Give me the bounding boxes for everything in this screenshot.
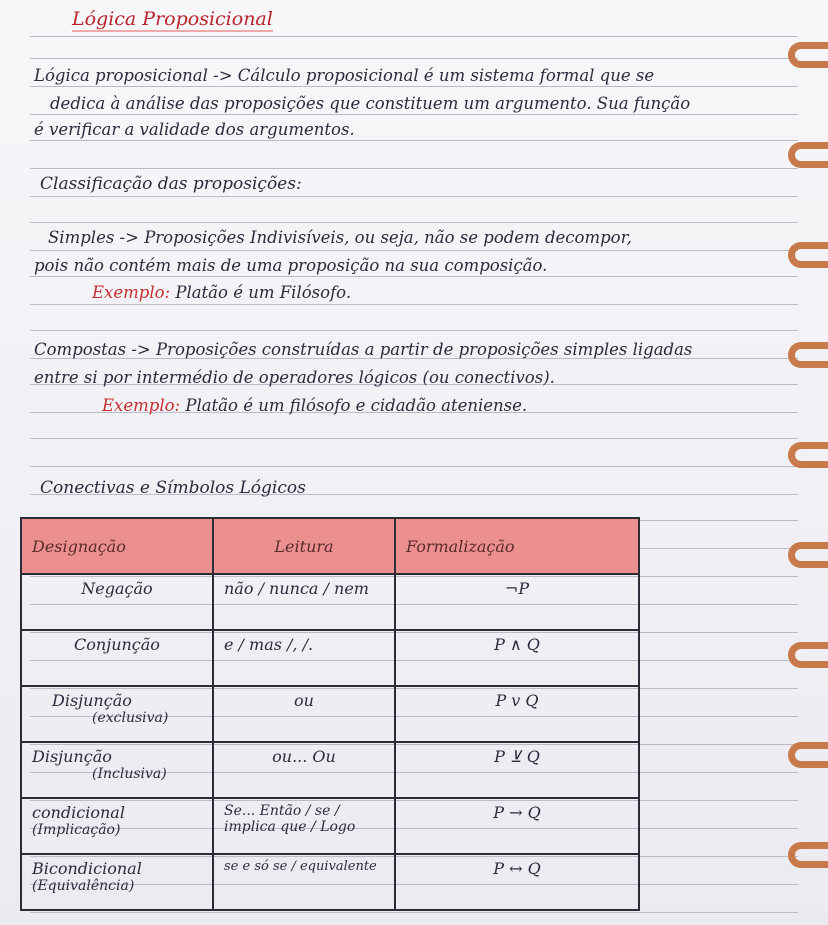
compound-line: Compostas -> Proposições construídas a partir de proposições simples ligadas <box>34 340 693 359</box>
table-row <box>21 798 639 854</box>
compound-example <box>102 396 527 415</box>
ruled-line <box>30 140 798 141</box>
ruled-line <box>30 466 798 467</box>
binder-ring <box>788 742 828 768</box>
designation-cell <box>21 798 213 854</box>
binder-ring <box>788 542 828 568</box>
header-designation: Designação <box>21 518 213 574</box>
formalization-cell: P ↔ Q <box>395 854 639 910</box>
header-reading: Leitura <box>213 518 395 574</box>
designation-sub: (exclusiva) <box>92 710 169 726</box>
formalization-cell: P v Q <box>395 686 639 742</box>
designation-cell <box>21 742 213 798</box>
intro-line: dedica à análise das proposições que constituem um argumento. Sua função <box>50 94 691 113</box>
ruled-line <box>30 58 798 59</box>
formalization-cell: P ∧ Q <box>395 630 639 686</box>
reading-cell: se e só se / equivalente <box>213 854 395 910</box>
ruled-line <box>30 114 798 115</box>
example-text: Platão é um filósofo e cidadão ateniense. <box>180 396 528 415</box>
formalization-cell: ¬P <box>395 574 639 630</box>
designation-name: Conjunção <box>74 635 160 654</box>
binder-ring <box>788 142 828 168</box>
ruled-line <box>30 222 798 223</box>
binder-ring <box>788 242 828 268</box>
header-formalization: Formalização <box>395 518 639 574</box>
intro-line: é verificar a validade dos argumentos. <box>34 120 355 139</box>
formalization-cell: P → Q <box>395 798 639 854</box>
designation-name: Negação <box>81 579 153 598</box>
binder-ring <box>788 842 828 868</box>
binder-ring <box>788 642 828 668</box>
designation-cell <box>21 854 213 910</box>
binder-ring <box>788 442 828 468</box>
example-text: Platão é um Filósofo. <box>170 283 352 302</box>
connectives-heading: Conectivas e Símbolos Lógicos <box>40 478 306 498</box>
ruled-line <box>30 276 798 277</box>
ruled-line <box>30 438 798 439</box>
designation-name: Disjunção <box>32 747 112 766</box>
designation-sub: (Implicação) <box>32 822 121 838</box>
reading-cell: e / mas /, /. <box>213 630 395 686</box>
simple-line: pois não contém mais de uma proposição na sua composição. <box>34 256 548 275</box>
binder-ring <box>788 42 828 68</box>
ruled-line <box>30 304 798 305</box>
ruled-line <box>30 36 798 37</box>
reading-cell: ou <box>213 686 395 742</box>
ruled-line <box>30 86 798 87</box>
designation-name: Bicondicional <box>32 859 142 878</box>
designation-sub: (Inclusiva) <box>92 766 167 782</box>
designation-cell <box>21 686 213 742</box>
table-header-row <box>21 518 639 574</box>
ruled-line <box>30 168 798 169</box>
compound-line: entre si por intermédio de operadores lógicos (ou conectivos). <box>34 368 555 387</box>
ruled-line <box>30 330 798 331</box>
simple-example <box>92 283 351 302</box>
example-label: Exemplo: <box>92 283 171 302</box>
designation-name: Disjunção <box>52 691 132 710</box>
table-row <box>21 630 639 686</box>
designation-cell <box>21 574 213 630</box>
ruled-line <box>30 250 798 251</box>
ruled-line <box>30 912 798 913</box>
ruled-line <box>30 196 798 197</box>
designation-name: condicional <box>32 803 125 822</box>
intro-line: Lógica proposicional -> Cálculo proposicional é um sistema formal que se <box>34 66 655 85</box>
page-title: Lógica Proposicional <box>72 8 273 30</box>
simple-line: Simples -> Proposições Indivisíveis, ou seja, não se podem decompor, <box>48 228 632 247</box>
reading-cell: não / nunca / nem <box>213 574 395 630</box>
designation-sub: (Equivalência) <box>32 878 135 894</box>
reading-cell: ou... Ou <box>213 742 395 798</box>
binder-ring <box>788 342 828 368</box>
connectives-table <box>20 517 640 911</box>
reading-cell: Se... Então / se / implica que / Logo <box>213 798 395 854</box>
formalization-cell: P ⊻ Q <box>395 742 639 798</box>
example-label: Exemplo: <box>102 396 181 415</box>
table-row <box>21 574 639 630</box>
table-row <box>21 742 639 798</box>
designation-cell <box>21 630 213 686</box>
classification-heading: Classificação das proposições: <box>40 174 302 194</box>
table-row <box>21 686 639 742</box>
table-row <box>21 854 639 910</box>
